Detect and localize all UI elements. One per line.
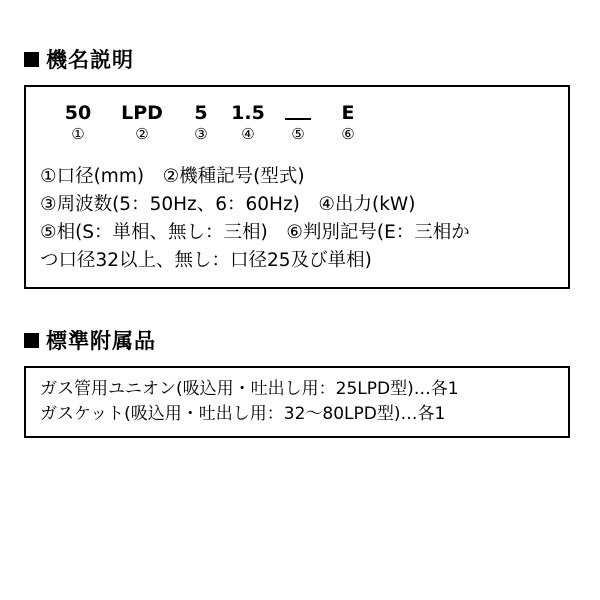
section-title-accessories: 標準附属品: [46, 329, 156, 353]
model-legend: [40, 163, 554, 275]
model-legend-line: ①口径(mm) ②機種記号(型式): [40, 166, 305, 187]
model-number-3: ③: [194, 125, 208, 143]
model-legend-line: ⑤相(S：単相、無し：三相) ⑥判別記号(E：三相か: [40, 222, 470, 244]
model-legend-line: ③周波数(5：50Hz、6：60Hz) ④出力(kW): [40, 194, 416, 216]
model-number-row: [40, 127, 554, 149]
model-code-2: LPD: [121, 102, 163, 124]
model-code-4: 1.5: [231, 102, 265, 124]
model-code-3: 5: [194, 102, 208, 124]
square-bullet-icon: [24, 52, 39, 67]
accessories-box: [24, 366, 570, 438]
section-model-name-explanation: [24, 44, 576, 289]
blank-dash-icon: [285, 108, 311, 120]
model-legend-line: つ口径32以上、無し：口径25及び単相): [40, 250, 372, 272]
square-bullet-icon: [24, 333, 39, 348]
model-code-5: [274, 104, 322, 123]
model-number-2: ②: [135, 125, 149, 143]
accessory-item: ガス管用ユニオン(吸込用・吐出し用：25LPD型)…各1: [40, 379, 459, 399]
model-code-1: 50: [64, 102, 92, 124]
accessory-item: ガスケット(吸込用・吐出し用：32～80LPD型)…各1: [40, 403, 446, 424]
model-code-row: [40, 97, 554, 123]
model-number-4: ④: [241, 125, 255, 143]
section-heading-model: [24, 44, 576, 74]
model-number-6: ⑥: [341, 125, 355, 143]
section-standard-accessories: [24, 325, 576, 438]
model-number-5: ⑤: [291, 125, 305, 143]
section-heading-accessories: [24, 325, 576, 355]
section-title-model: 機名説明: [46, 48, 134, 72]
model-number-1: ①: [71, 125, 85, 143]
model-code-box: [24, 85, 570, 289]
model-code-6: E: [341, 102, 355, 124]
